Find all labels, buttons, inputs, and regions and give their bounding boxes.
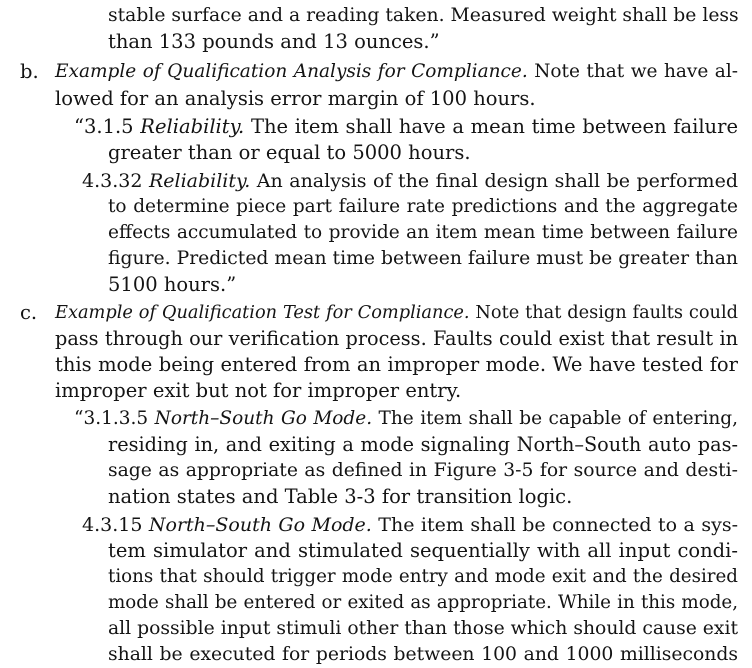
- text-line-7: [82, 168, 738, 194]
- text-line-22: tions that should trigger mode entry and mode exit and the desired: [108, 566, 738, 587]
- requirement-heading: Reliability.: [140, 115, 245, 138]
- text-line-12: [55, 300, 738, 326]
- text-line-24: all possible input stimuli other than those which should cause exit: [108, 618, 738, 639]
- text-line-5: [74, 114, 738, 140]
- item-label-c: c.: [20, 301, 38, 324]
- text-line-21: tem simulator and stimulated sequentially with all input condi-: [108, 539, 738, 562]
- requirement-number: “3.1.5: [74, 115, 141, 138]
- text-line-2: than 133 pounds and 13 ounces.”: [108, 30, 440, 53]
- text-line-25: shall be executed for periods between 100 and 1000 milliseconds: [108, 644, 738, 665]
- item-c-heading: Example of Qualification Test for Compliance.: [55, 303, 470, 323]
- text-line-13: pass through our verification process. Faults could exist that result in: [55, 327, 738, 350]
- text-line-9: effects accumulated to provide an item mean time between failure: [108, 222, 738, 243]
- text-line-1: stable surface and a reading taken. Measured weight shall be less: [108, 5, 739, 26]
- text-line-16: [74, 406, 738, 432]
- text-line-10: figure. Predicted mean time between failure must be greater than: [108, 248, 738, 269]
- item-c-text: Note that design faults could: [469, 303, 738, 323]
- requirement-heading: North–South Go Mode.: [154, 408, 373, 429]
- text-line-6: greater than or equal to 5000 hours.: [108, 141, 471, 164]
- text-line-3: [55, 59, 738, 85]
- text-line-23: mode shall be entered or exited as appropriate. While in this mode,: [108, 592, 738, 613]
- text-line-17: residing in, and exiting a mode signaling North–South auto pas-: [108, 433, 738, 456]
- verification-heading: Reliability.: [148, 170, 251, 192]
- text-line-19: nation states and Table 3-3 for transition logic.: [108, 485, 573, 508]
- item-b-heading: Example of Qualification Analysis for Compliance.: [55, 61, 528, 82]
- requirement-number: “3.1.3.5: [74, 408, 155, 429]
- verification-text: The item shall be connected to a sys-: [371, 514, 738, 536]
- item-b-text: Note that we have al-: [527, 61, 738, 82]
- requirement-text: The item shall be capable of entering,: [372, 408, 738, 429]
- text-line-11: 5100 hours.”: [108, 273, 237, 296]
- text-line-20: [82, 512, 738, 538]
- verification-heading: North–South Go Mode.: [148, 514, 372, 536]
- verification-number: 4.3.32: [82, 170, 149, 192]
- text-line-8: to determine piece part failure rate predictions and the aggregate: [108, 196, 738, 217]
- item-label-b: b.: [20, 60, 39, 83]
- verification-text: An analysis of the final design shall be performed: [250, 170, 738, 192]
- requirement-text: The item shall have a mean time between failure: [244, 115, 738, 138]
- text-line-4: lowed for an analysis error margin of 100 hours.: [55, 87, 536, 110]
- text-line-18: sage as appropriate as defined in Figure 3-5 for source and desti-: [108, 460, 738, 481]
- verification-number: 4.3.15: [82, 514, 149, 536]
- text-line-14: this mode being entered from an improper mode. We have tested for: [55, 353, 738, 376]
- text-line-15: improper exit but not for improper entry.: [55, 379, 462, 402]
